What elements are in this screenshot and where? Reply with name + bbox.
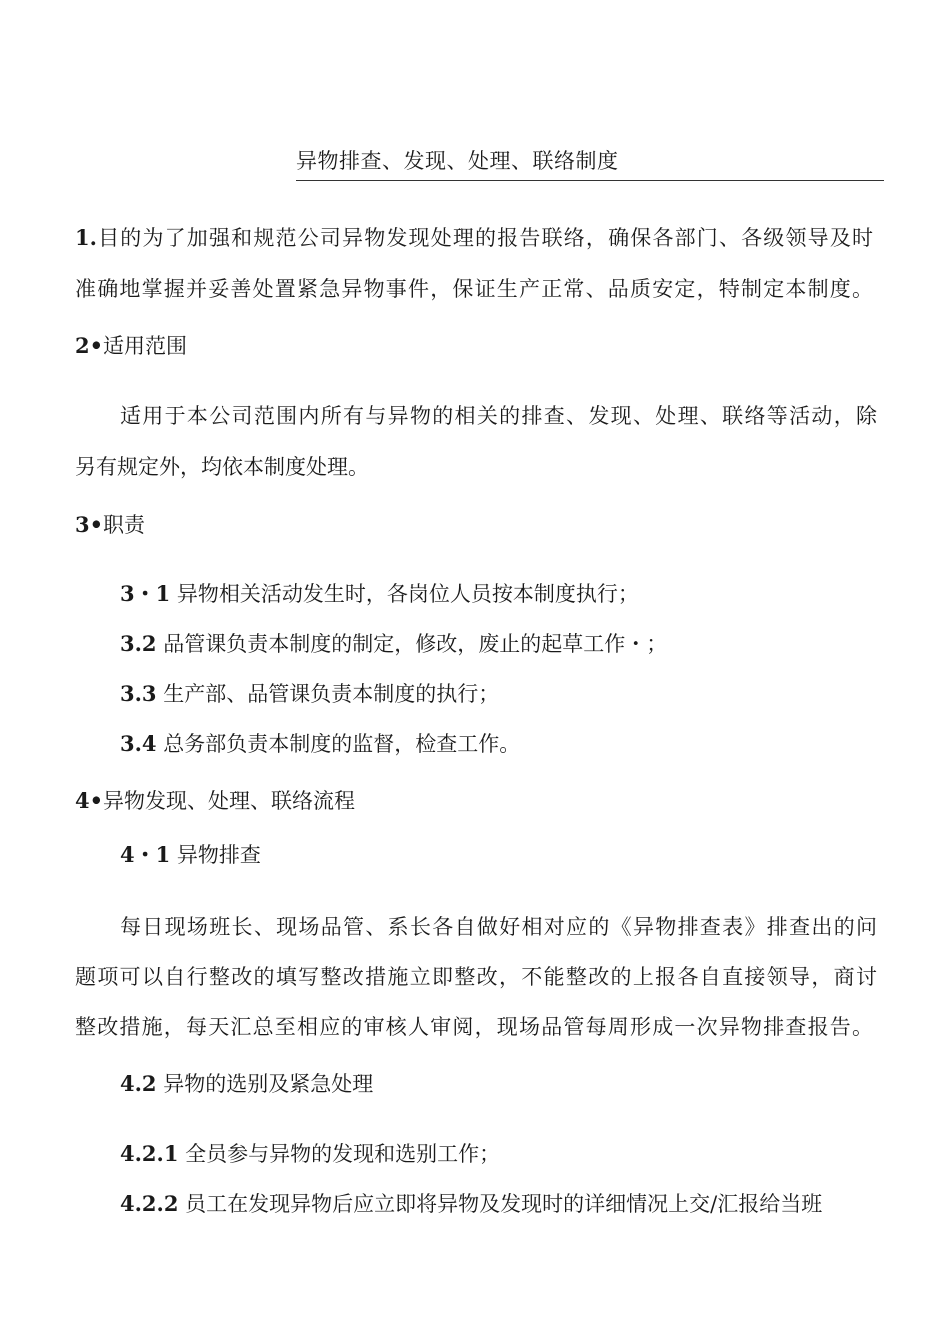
section-4-2-item [120, 1191, 822, 1217]
section-2-heading [75, 333, 187, 359]
section-4-2-item [120, 1141, 500, 1167]
section-3-heading [75, 512, 145, 538]
section-2-text-1: 适用于本公司范围内所有与异物的相关的排查、发现、处理、联络等活动，除 [120, 404, 877, 428]
subsection-heading-text: 异物的选别及紧急处理 [156, 1072, 374, 1096]
subsection-number: 4.2 [120, 1071, 157, 1096]
paragraph-text: 每日现场班长、现场品管、系长各自做好相对应的《异物排查表》排查出的问 [120, 915, 877, 939]
section-4-1-para-line-1 [120, 914, 877, 940]
section-3-number: 3• [75, 512, 104, 537]
section-4-1-para-line-2 [75, 964, 877, 990]
item-text: 异物相关活动发生时，各岗位人员按本制度执行； [170, 582, 639, 606]
item-number: 3.3 [120, 681, 157, 706]
page-title: 异物排查、发现、处理、联络制度 [296, 149, 619, 173]
paragraph-text: 题项可以自行整改的填写整改措施立即整改，不能整改的上报各自直接领导，商讨 [75, 965, 877, 989]
section-4-1-para-line-3 [75, 1014, 873, 1040]
title-block [296, 148, 884, 181]
section-4-heading [75, 788, 355, 814]
section-3-heading-text: 职责 [103, 513, 146, 537]
section-3-item [120, 731, 520, 757]
item-text: 总务部负责本制度的监督，检查工作。 [156, 732, 521, 756]
section-1-text-2: 准确地掌握并妥善处置紧急异物事件，保证生产正常、品质安定，特制定本制度。 [75, 277, 873, 301]
section-4-number: 4• [75, 788, 104, 813]
section-4-1-heading [120, 842, 261, 868]
item-number: 3・1 [120, 581, 171, 606]
subsection-heading-text: 异物排查 [170, 843, 261, 867]
section-2-number: 2• [75, 333, 104, 358]
item-number: 3.2 [120, 631, 157, 656]
section-1-text-1: 目的为了加强和规范公司异物发现处理的报告联络，确保各部门、各级领导及时 [96, 226, 873, 250]
section-1-line-2 [75, 276, 873, 302]
section-3-item [120, 581, 639, 607]
section-2-heading-text: 适用范围 [103, 334, 188, 358]
subsection-number: 4・1 [120, 842, 171, 867]
item-text: 品管课负责本制度的制定，修改，废止的起草工作・； [156, 632, 668, 656]
section-4-2-heading [120, 1071, 373, 1097]
item-number: 3.4 [120, 731, 157, 756]
section-2-para-line-2 [75, 454, 369, 480]
item-text: 生产部、品管课负责本制度的执行； [156, 682, 500, 706]
section-4-heading-text: 异物发现、处理、联络流程 [103, 789, 356, 813]
item-text: 全员参与异物的发现和选别工作； [178, 1142, 501, 1166]
section-1-number: 1. [75, 225, 97, 250]
section-2-para-line-1 [120, 403, 877, 429]
item-number: 4.2.1 [120, 1141, 179, 1166]
section-3-item [120, 631, 667, 657]
item-number: 4.2.2 [120, 1191, 179, 1216]
section-3-item [120, 681, 499, 707]
paragraph-text: 整改措施，每天汇总至相应的审核人审阅，现场品管每周形成一次异物排查报告。 [75, 1015, 873, 1039]
section-2-text-2: 另有规定外，均依本制度处理。 [75, 455, 369, 479]
item-text: 员工在发现异物后应立即将异物及发现时的详细情况上交/汇报给当班 [178, 1192, 823, 1216]
section-1-line-1 [75, 225, 873, 251]
